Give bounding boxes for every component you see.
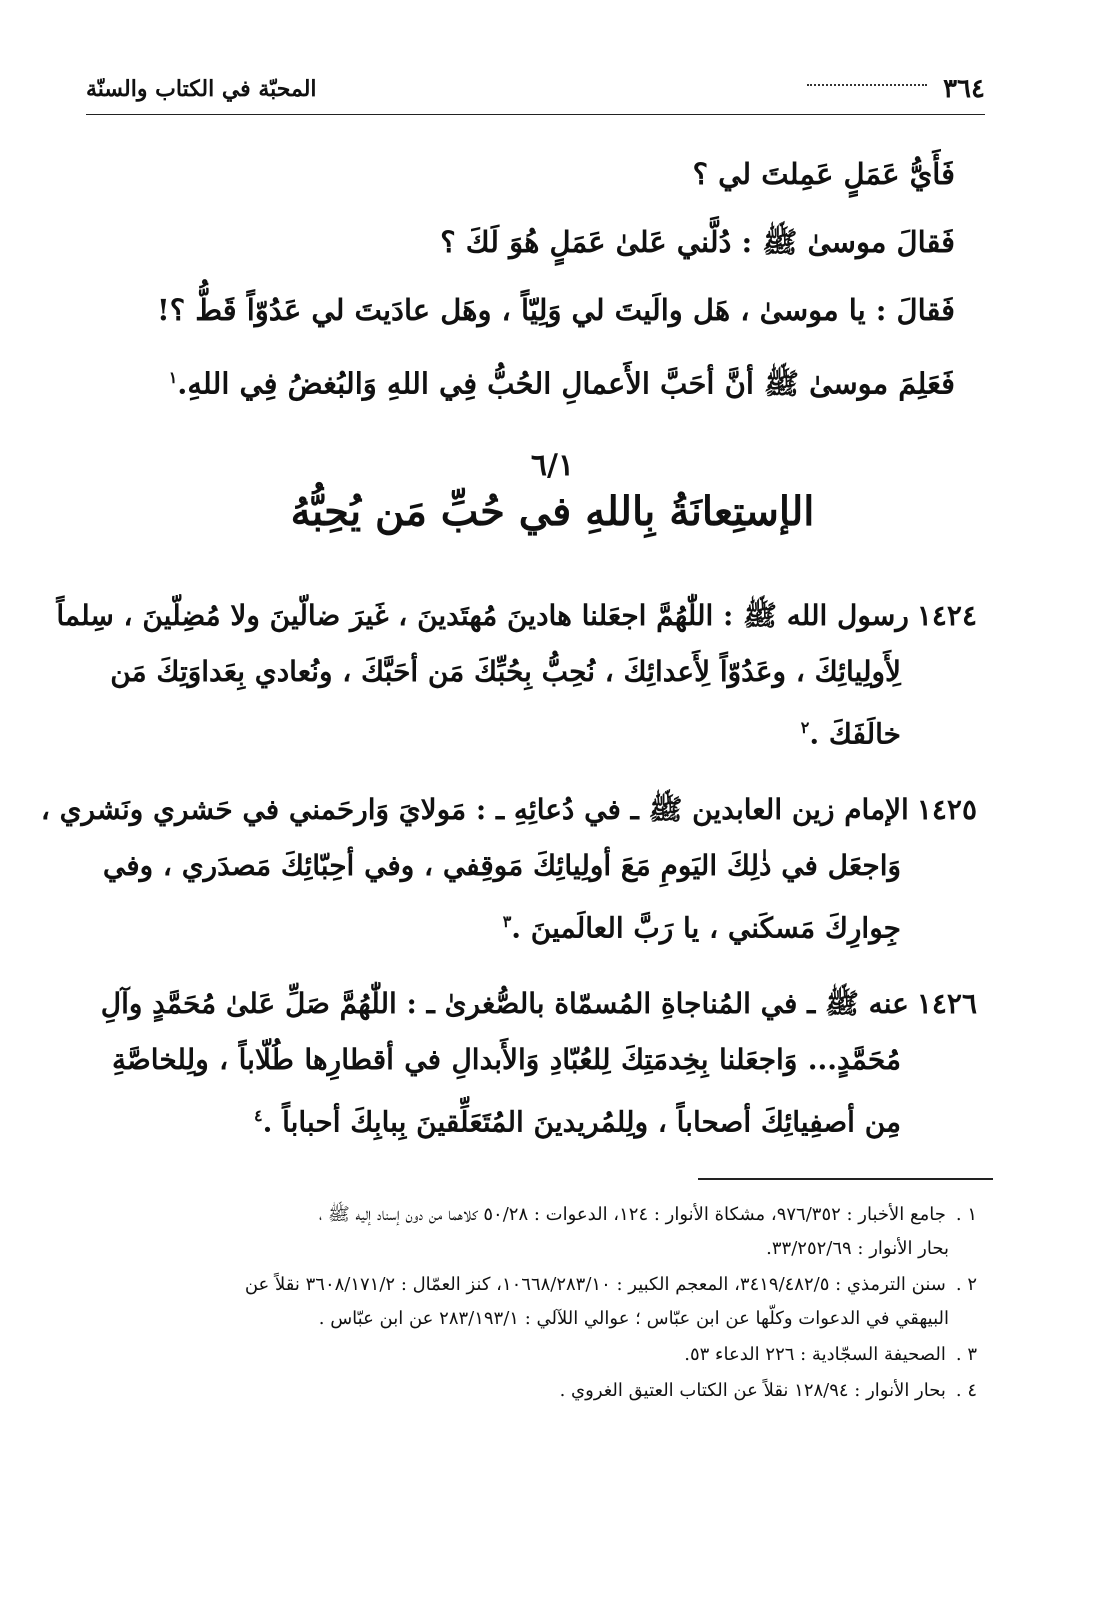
footnote-separator bbox=[698, 1178, 993, 1180]
intro-passage bbox=[110, 150, 955, 428]
intro-line: فَأَيُّ عَمَلٍ عَمِلتَ لي ؟ bbox=[692, 157, 955, 191]
hadith-text: عنه ﷺ ـ في المُناجاةِ المُسمّاة بالصُّغرىٰ ـ : اللّٰهُمَّ صَلِّ عَلىٰ مُحَمَّدٍ وآلِ bbox=[100, 987, 909, 1020]
intro-line bbox=[110, 354, 955, 408]
footnote-text: سنن الترمذي : ٣٤١٩/٤٨٢/٥، المعجم الكبير : ١٠٦٦٨/٢٨٣/١٠، كنز العمّال : ٣٦٠٨/١٧١/٢ نقلاً عن bbox=[244, 1274, 946, 1295]
footnote-text: بحار الأنوار : ٣٣/٢٥٢/٦٩. bbox=[766, 1238, 949, 1259]
footnote-ref: ٤ bbox=[253, 1106, 263, 1125]
hadith-number: ١٤٢٦ bbox=[916, 987, 977, 1020]
footnote-number: ٤ . bbox=[955, 1380, 977, 1401]
footnote-text: البيهقي في الدعوات وكلّها عن ابن عبّاس ؛ عوالي اللآلي : ٢٨٣/١٩٣/١ عن ابن عبّاس . bbox=[318, 1308, 949, 1329]
footnote-ref: ١ bbox=[168, 368, 178, 387]
hadith-line bbox=[112, 1088, 977, 1150]
hadith-entry bbox=[100, 976, 977, 1150]
hadith-text: مِن أصفِيائِكَ أصحاباً ، ولِلمُريدينَ المُتَعَلِّقينَ بِبابِكَ أحباباً . bbox=[262, 1105, 901, 1139]
hadith-number: ١٤٢٥ bbox=[916, 793, 977, 826]
footnote-number: ١ . bbox=[955, 1204, 977, 1225]
page-number: ٣٦٤ bbox=[943, 74, 985, 104]
footnote-ref: ٢ bbox=[800, 718, 810, 737]
hadith-text: جِوارِكَ مَسكَني ، يا رَبَّ العالَمينَ . bbox=[511, 911, 901, 945]
hadith-line: مُحَمَّدٍ... وَاجعَلنا بِخِدمَتِكَ لِلعُبّادِ وَالأَبدالِ في أقطارِها طُلّاباً ، ولِلخاصَّةِ bbox=[112, 1043, 901, 1076]
book-title: المحبّة في الكتاب والسنّة bbox=[86, 76, 317, 102]
footnote-number: ٢ . bbox=[955, 1274, 977, 1295]
hadith-text: الإمام زين العابدين ﷺ ـ في دُعائِهِ ـ : مَولايَ وَارحَمني في حَشري ونَشري ، bbox=[40, 793, 909, 826]
hadith-number: ١٤٢٤ bbox=[916, 599, 977, 632]
intro-line: فَقالَ : يا موسىٰ ، هَل والَيتَ لي وَلِيّاً ، وهَل عادَيتَ لي عَدُوّاً قَطُّ ؟! bbox=[157, 293, 955, 327]
footnote-ref: ٣ bbox=[502, 912, 512, 931]
hadith-line: لِأَولِيائِكَ ، وعَدُوّاً لِأَعدائِكَ ، نُحِبُّ بِحُبِّكَ مَن أحَبَّكَ ، ونُعادي بِعَداوَتِكَ مَن bbox=[110, 655, 901, 688]
dotted-leader bbox=[807, 84, 927, 86]
footnote bbox=[104, 1268, 977, 1336]
footnote-text: بحار الأنوار : ١٢٨/٩٤ نقلاً عن الكتاب العتيق الغروي . bbox=[559, 1380, 946, 1401]
hadith-text: رسول الله ﷺ : اللّٰهُمَّ اجعَلنا هادينَ مُهتَدينَ ، غَيرَ ضالّينَ ولا مُضِلّينَ ، سِلماً bbox=[56, 599, 909, 632]
intro-line: فَقالَ موسىٰ ﷺ : دُلَّني عَلىٰ عَمَلٍ هُوَ لَكَ ؟ bbox=[440, 225, 955, 259]
hadith-text: خالَفَكَ . bbox=[809, 717, 901, 751]
footnotes bbox=[104, 1198, 977, 1410]
hadith-line bbox=[112, 700, 977, 762]
hadith-line bbox=[56, 588, 977, 644]
hadith-line bbox=[40, 782, 977, 838]
hadith-line bbox=[100, 976, 977, 1032]
footnote bbox=[104, 1374, 977, 1408]
hadith-entry bbox=[40, 782, 977, 956]
hadith-line: وَاجعَل في ذٰلِكَ اليَومِ مَعَ أولِيائِكَ مَوقِفي ، وفي أحِبّائِكَ مَصدَري ، وفي bbox=[102, 849, 901, 882]
running-header bbox=[86, 74, 985, 115]
section-number: ٦/١ bbox=[530, 448, 575, 483]
intro-line-text: فَعَلِمَ موسىٰ ﷺ أنَّ أحَبَّ الأَعمالِ الحُبُّ فِي اللهِ وَالبُغضُ فِي اللهِ. bbox=[177, 366, 955, 401]
footnote-text: جامع الأخبار : ٩٧٦/٣٥٢، مشكاة الأنوار : ١٢٤، الدعوات : ٥٠/٢٨ كلاهما من دون إسناد إليه ﷺ ، bbox=[318, 1204, 946, 1225]
footnote bbox=[104, 1198, 977, 1266]
hadith-line bbox=[112, 894, 977, 956]
footnote bbox=[104, 1338, 977, 1372]
section-title: الإستِعانَةُ بِاللهِ في حُبِّ مَن يُحِبُّهُ bbox=[290, 488, 815, 535]
footnote-text: الصحيفة السجّادية : ٢٢٦ الدعاء ٥٣. bbox=[684, 1344, 946, 1365]
footnote-number: ٣ . bbox=[955, 1344, 977, 1365]
hadith-entry bbox=[56, 588, 977, 762]
